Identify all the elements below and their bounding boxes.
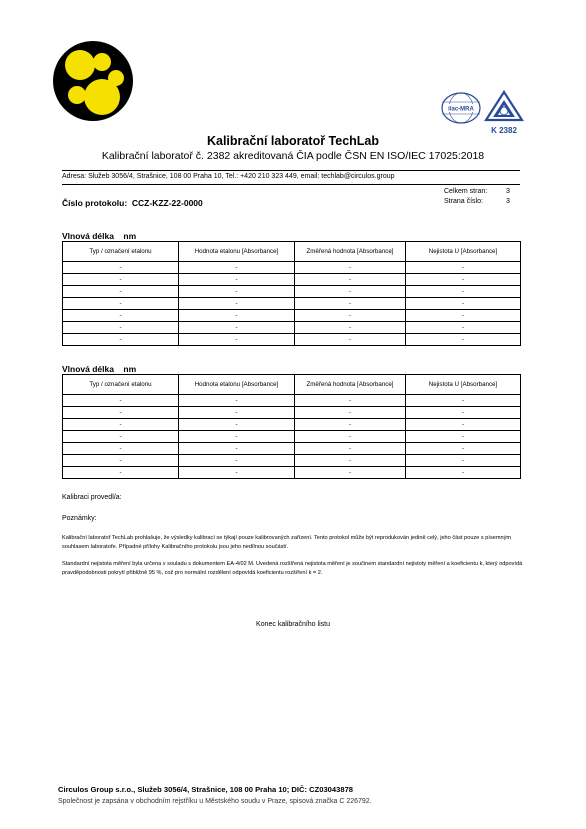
table-cell: - (63, 334, 179, 346)
table-cell: - (406, 262, 521, 274)
table-cell: - (179, 467, 295, 479)
table2-wavelength-label: Vlnová délka (62, 364, 114, 374)
table-cell: - (63, 419, 179, 431)
total-pages-label: Celkem stran: (444, 188, 488, 195)
table-cell: - (295, 431, 406, 443)
table2-header-type: Typ / označení etalonu (63, 375, 179, 395)
table-cell: - (406, 298, 521, 310)
table-cell: - (295, 455, 406, 467)
calibration-table-2 (62, 374, 521, 479)
table-row (63, 467, 521, 479)
table-row (63, 262, 521, 274)
lab-subtitle: Kalibrační laboratoř č. 2382 akreditovaná ČIA podle ČSN EN ISO/IEC 17025:2018 (101, 150, 485, 162)
page-number-value: 3 (506, 198, 510, 205)
table-row (63, 431, 521, 443)
table1-header-measured-value: Změřená hodnota [Absorbance] (295, 242, 406, 262)
table-cell: - (63, 310, 179, 322)
table-row (63, 274, 521, 286)
table-cell: - (179, 334, 295, 346)
table2-header-measured-value: Změřená hodnota [Absorbance] (295, 375, 406, 395)
table-cell: - (295, 310, 406, 322)
table-cell: - (63, 467, 179, 479)
table2-header-standard-value: Hodnota etalonu [Absorbance] (179, 375, 295, 395)
table-cell: - (63, 286, 179, 298)
table-cell: - (295, 286, 406, 298)
table-cell: - (179, 298, 295, 310)
table-cell: - (63, 274, 179, 286)
table-cell: - (406, 467, 521, 479)
lab-title: Kalibrační laboratoř TechLab (206, 134, 380, 148)
table-cell: - (63, 322, 179, 334)
table-cell: - (179, 286, 295, 298)
table1-header-uncertainty: Nejistota U [Absorbance] (406, 242, 521, 262)
calibrated-by-label: Kalibraci provedl/a: (62, 494, 122, 501)
table-cell: - (63, 262, 179, 274)
table-cell: - (295, 443, 406, 455)
table-row (63, 419, 521, 431)
table-row (63, 322, 521, 334)
table-cell: - (295, 298, 406, 310)
table-row (63, 298, 521, 310)
table2-unit: nm (123, 364, 137, 374)
uncertainty-paragraph: Standardní nejistota měření byla určena v souladu s dokumentem EA-4/02 M. Uvedená rozšířená nejistota měření je součinem standardní nejistoty měření a koeficientu k, který odpovídá pravděpodobnosti pokrytí přibližně 95 %, což pro normální rozdělení odpovídá koeficientu rozšíření k = 2. (62, 561, 523, 576)
disclaimer-paragraph: Kalibrační laboratoř TechLab prohlašuje, že výsledky kalibrací se týkají pouze kalibrovaných zařízení. Tento protokol může být reprodukován jedině celý, jeho část pouze s písemným souhlasem laboratoře. Případné přílohy Kalibračního protokolu jsou jeho nedílnou součástí. (62, 535, 512, 550)
table-cell: - (63, 431, 179, 443)
table1-title (62, 231, 136, 241)
svg-text:ilac-MRA: ilac-MRA (448, 106, 474, 113)
table-cell: - (63, 407, 179, 419)
table-row (63, 407, 521, 419)
table-cell: - (295, 407, 406, 419)
table-cell: - (179, 395, 295, 407)
lab-address: Adresa: Služeb 3056/4, Strašnice, 108 00 Praha 10, Tel.: +420 210 323 449, email: techlab@circulos.group (62, 173, 395, 180)
protocol-label: Číslo protokolu: (62, 198, 128, 208)
footer-company: Circulos Group s.r.o., Služeb 3056/4, Strašnice, 108 00 Praha 10; DIČ: CZ03043878 (58, 785, 354, 794)
table1-header-row (63, 242, 521, 262)
table-cell: - (406, 286, 521, 298)
table-row (63, 455, 521, 467)
divider-address (62, 184, 520, 185)
table-cell: - (63, 443, 179, 455)
protocol-value: CCZ-KZZ-22-0000 (131, 198, 203, 208)
table-cell: - (179, 407, 295, 419)
svg-text:K 2382: K 2382 (491, 126, 517, 135)
table-cell: - (179, 322, 295, 334)
table-cell: - (179, 431, 295, 443)
table-cell: - (295, 262, 406, 274)
table-cell: - (295, 419, 406, 431)
table2-header-uncertainty: Nejistota U [Absorbance] (406, 375, 521, 395)
table1-header-standard-value: Hodnota etalonu [Absorbance] (179, 242, 295, 262)
table-cell: - (406, 310, 521, 322)
table-cell: - (406, 334, 521, 346)
table-row (63, 443, 521, 455)
ilac-mra-logo (440, 90, 482, 126)
table-row (63, 286, 521, 298)
divider-top (62, 170, 520, 171)
table-cell: - (63, 395, 179, 407)
table-cell: - (179, 443, 295, 455)
protocol-number (62, 198, 203, 208)
table-row (63, 334, 521, 346)
table-cell: - (63, 455, 179, 467)
table2-title (62, 364, 136, 374)
table-row (63, 395, 521, 407)
table-cell: - (406, 443, 521, 455)
table-row (63, 310, 521, 322)
table-cell: - (295, 395, 406, 407)
table-cell: - (179, 274, 295, 286)
table1-wavelength-label: Vlnová délka (62, 231, 114, 241)
table-cell: - (406, 419, 521, 431)
table-cell: - (406, 455, 521, 467)
table-cell: - (406, 395, 521, 407)
cia-accreditation-logo (482, 90, 526, 136)
end-of-sheet: Konec kalibračního listu (256, 621, 330, 628)
table-cell: - (179, 262, 295, 274)
table-cell: - (179, 310, 295, 322)
table-cell: - (295, 274, 406, 286)
total-pages-value: 3 (506, 188, 510, 195)
table-cell: - (406, 431, 521, 443)
table-cell: - (295, 322, 406, 334)
calibration-table-1 (62, 241, 521, 346)
table-cell: - (179, 455, 295, 467)
table-cell: - (406, 322, 521, 334)
table-cell: - (406, 407, 521, 419)
table1-unit: nm (123, 231, 137, 241)
page-number-label: Strana číslo: (444, 198, 483, 205)
footer-registry: Společnost je zapsána v obchodním rejstříku u Městského soudu v Praze, spisová značka C 226792. (58, 798, 372, 805)
table-cell: - (63, 298, 179, 310)
table-cell: - (295, 467, 406, 479)
table-cell: - (406, 274, 521, 286)
table-cell: - (295, 334, 406, 346)
company-logo (52, 40, 134, 122)
table1-header-type: Typ / označení etalonu (63, 242, 179, 262)
table2-header-row (63, 375, 521, 395)
remarks-label: Poznámky: (62, 515, 97, 522)
table-cell: - (179, 419, 295, 431)
